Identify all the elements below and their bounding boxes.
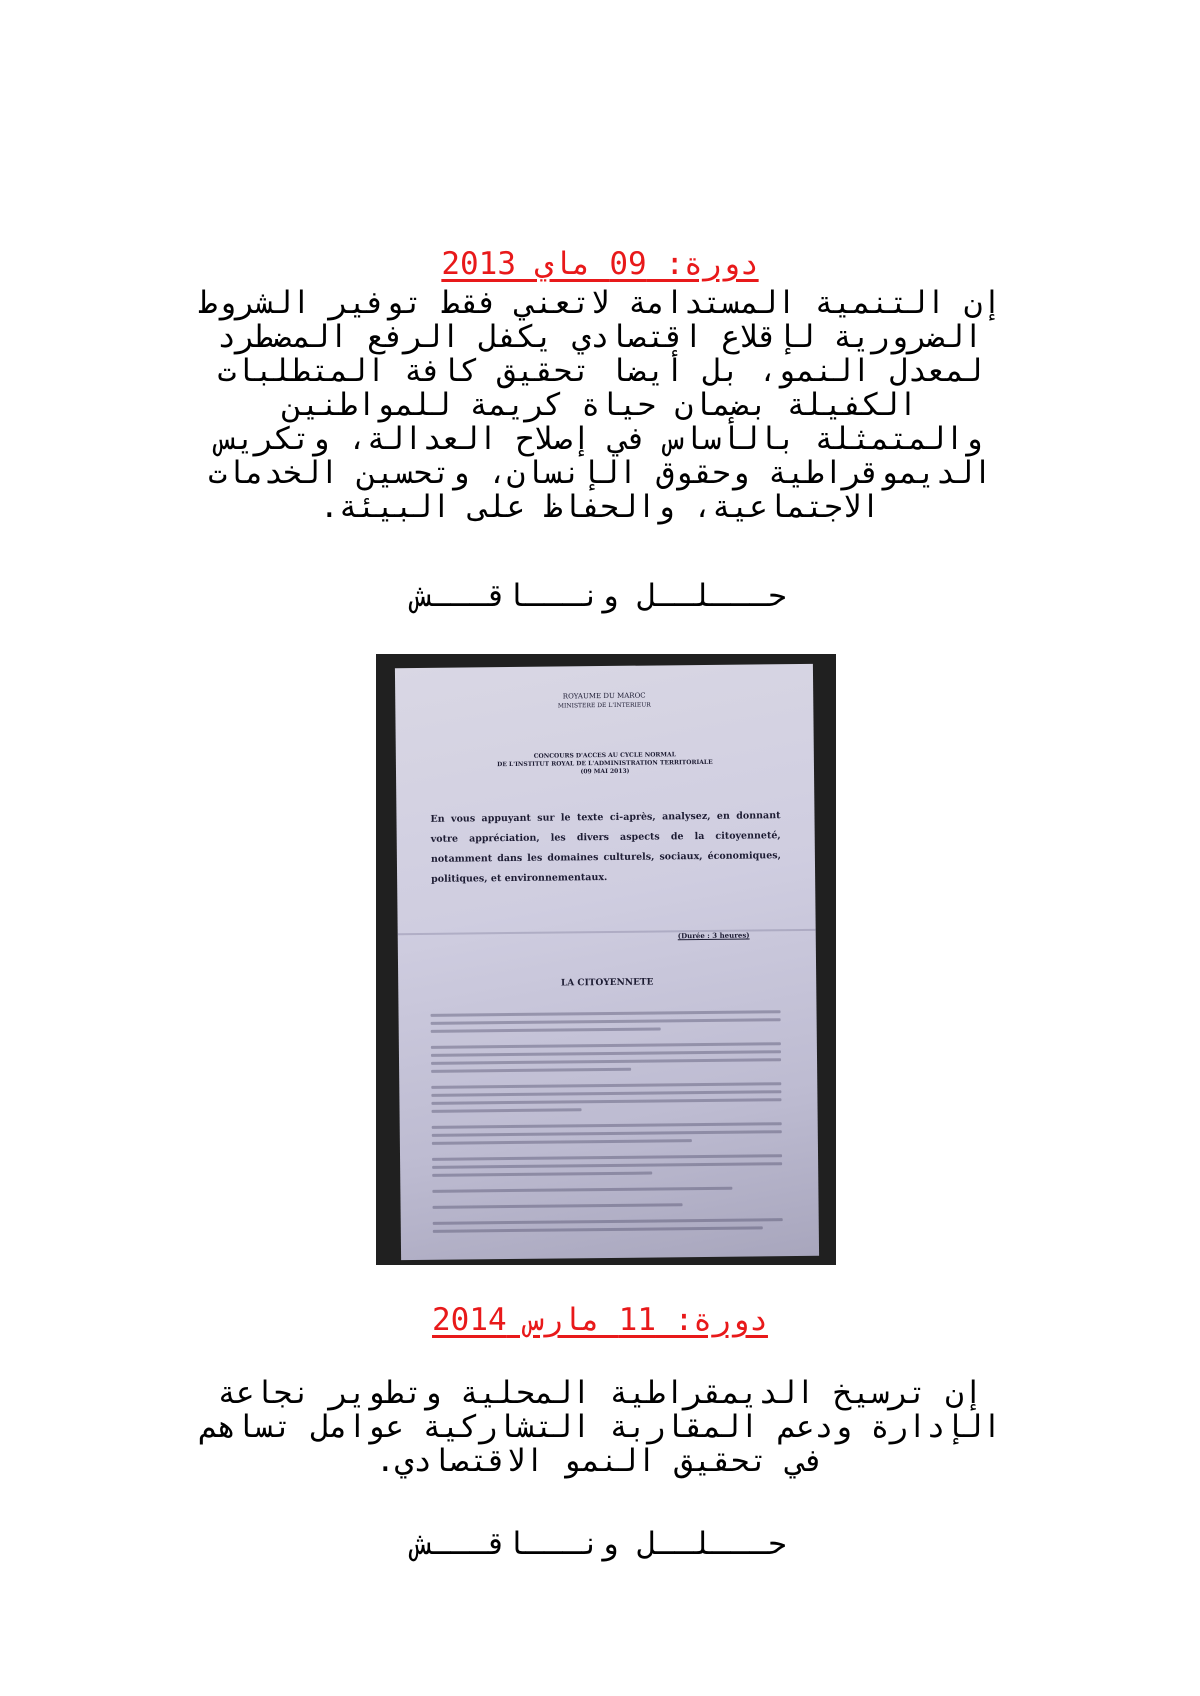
blurred-text-line bbox=[432, 1162, 782, 1169]
text-line: الكفيلة بضمان حياة كريمة للمواطنين bbox=[282, 387, 918, 423]
blurred-text-line bbox=[431, 1010, 781, 1017]
session-2014-instruction: حـــلــل ونـــاقـــش bbox=[413, 1526, 787, 1562]
exam-date-label: (09 MAI 2013) bbox=[580, 767, 630, 776]
text-title: LA CITOYENNETE bbox=[560, 977, 654, 989]
exam-duration: (Durée : 3 heures) bbox=[677, 930, 750, 941]
blurred-text-line bbox=[431, 1068, 631, 1073]
blurred-text-line bbox=[433, 1218, 783, 1225]
session-2013-heading: دورة: 09 ماي 2013 bbox=[441, 246, 759, 282]
exam-prompt: En vous appuyant sur le texte ci-après, analysez, en donnant votre appréciation, les divers aspects de la citoyenneté, notamment dans les domaines culturels, sociaux, économiques, politiques, et environnementaux. bbox=[430, 810, 781, 885]
blurred-text-line bbox=[431, 1058, 781, 1065]
blurred-text-line bbox=[433, 1226, 763, 1232]
blurred-text-line bbox=[431, 1042, 781, 1049]
blurred-text-line bbox=[431, 1098, 781, 1105]
blurred-text-line bbox=[431, 1082, 781, 1089]
blurred-text-line bbox=[431, 1018, 781, 1025]
blurred-text-line bbox=[432, 1108, 582, 1113]
blurred-text-line bbox=[431, 1090, 781, 1097]
blurred-text-line bbox=[432, 1130, 782, 1137]
text-line: في تحقيق النمو الاقتصادي. bbox=[376, 1443, 824, 1479]
session-2014-text bbox=[170, 1376, 1030, 1478]
blurred-text-line bbox=[432, 1154, 782, 1161]
blurred-text-line bbox=[432, 1139, 692, 1145]
blurred-text-line bbox=[432, 1122, 782, 1129]
session-2014-heading: دورة: 11 مارس 2014 bbox=[432, 1302, 768, 1338]
text-line: إن ترسيخ الديمقراطية المحلية وتطوير نجاعة bbox=[217, 1375, 983, 1411]
exam-sheet bbox=[395, 664, 819, 1260]
text-line: والمتمثلة بالأساس في إصلاح العدالة، وتكريس bbox=[217, 421, 983, 457]
ministry-label: MINISTERE DE L'INTERIEUR bbox=[557, 701, 651, 710]
blurred-text-line bbox=[431, 1027, 661, 1032]
text-line: إن التنمية المستدامة لاتعني فقط توفير الشروط bbox=[198, 285, 1002, 321]
blurred-text-line bbox=[432, 1172, 652, 1177]
exam-paper-photo bbox=[376, 654, 836, 1265]
text-line: الاجتماعية، والحفاظ على البيئة. bbox=[320, 489, 880, 525]
paper-fold bbox=[398, 929, 816, 935]
text-line: الضرورية لإقلاع اقتصادي يكفل الرفع المضطرد bbox=[217, 319, 983, 355]
institut-label: DE L'INSTITUT ROYAL DE L'ADMINISTRATION TERRITORIALE bbox=[497, 758, 713, 769]
text-line: الديموقراطية وحقوق الإنسان، وتحسين الخدمات bbox=[208, 455, 992, 491]
kingdom-label: ROYAUME DU MAROC bbox=[562, 691, 646, 701]
session-2013-instruction: حـــلــل ونـــاقـــش bbox=[413, 578, 787, 614]
blurred-text-line bbox=[433, 1203, 683, 1209]
concours-label: CONCOURS D'ACCES AU CYCLE NORMAL bbox=[533, 751, 676, 760]
text-line: الإدارة ودعم المقاربة التشاركية عوامل تساهم bbox=[198, 1409, 1002, 1445]
text-line: لمعدل النمو، بل أيضا تحقيق كافة المتطلبات bbox=[217, 353, 983, 389]
blurred-text-line bbox=[432, 1187, 732, 1193]
blurred-text-line bbox=[431, 1050, 781, 1057]
session-2013-text bbox=[170, 286, 1030, 524]
